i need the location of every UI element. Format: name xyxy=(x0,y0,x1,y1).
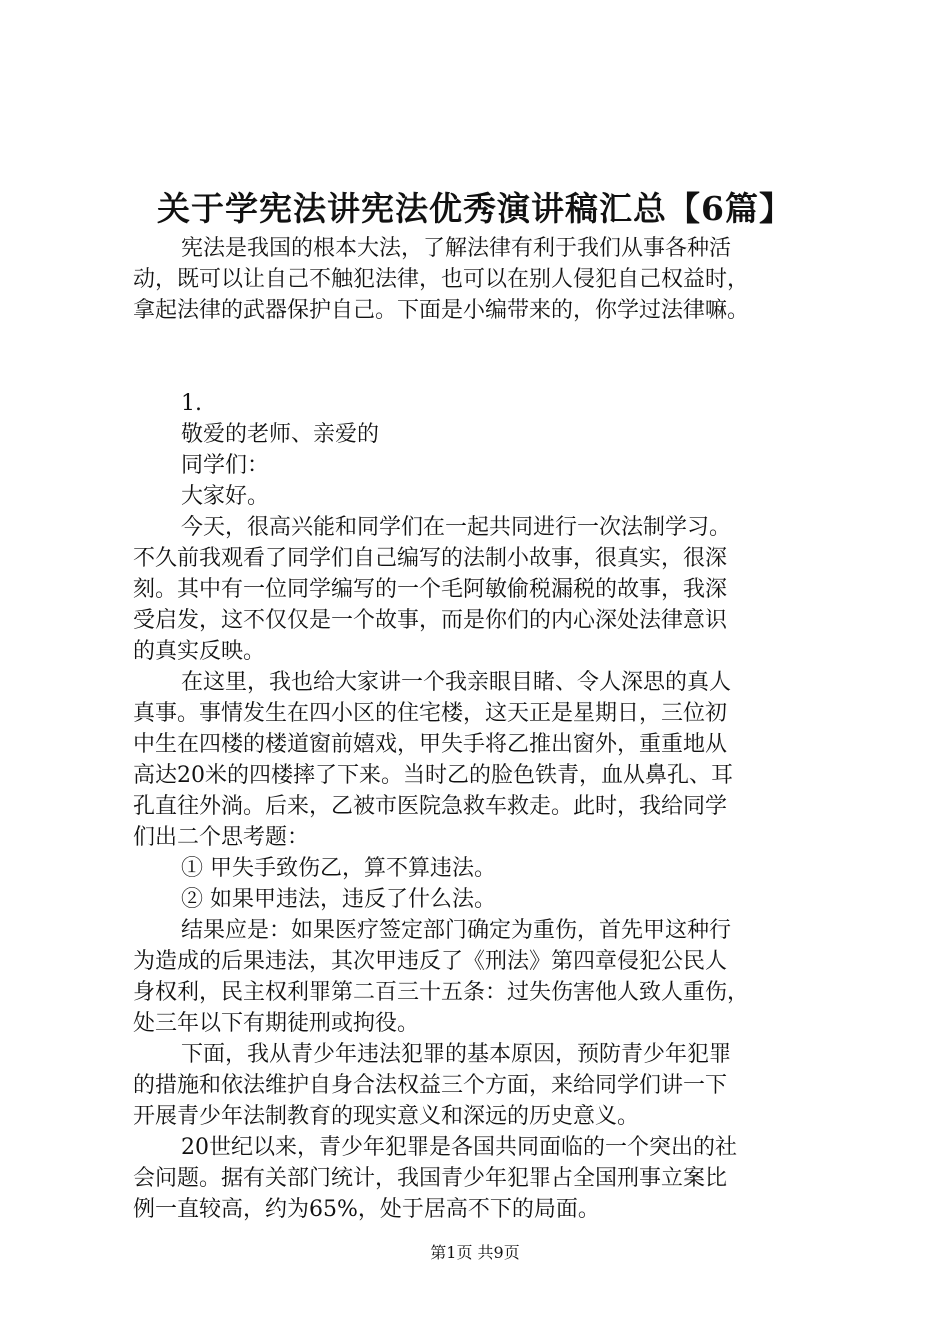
document-title: 关于学宪法讲宪法优秀演讲稿汇总【6篇】 xyxy=(157,189,793,228)
paragraph-line: 孔直往外淌。后来，乙被市医院急救车救走。此时，我给同学 xyxy=(133,794,728,819)
intro-line: 拿起法律的武器保护自己。下面是小编带来的，你学过法律嘛。 xyxy=(133,298,750,323)
question-item: ① 甲失手致伤乙，算不算违法。 xyxy=(181,856,496,881)
spacer xyxy=(133,326,833,388)
paragraph-line: 身权利，民主权利罪第二百三十五条：过失伤害他人致人重伤， xyxy=(133,980,750,1005)
paragraph-line: 开展青少年法制教育的现实意义和深远的历史意义。 xyxy=(133,1104,640,1129)
paragraph-line: 的真实反映。 xyxy=(133,639,266,664)
question-item: ② 如果甲违法，违反了什么法。 xyxy=(181,887,496,912)
greeting-line: 大家好。 xyxy=(181,484,270,509)
paragraph-line: 在这里，我也给大家讲一个我亲眼目睹、令人深思的真人 xyxy=(181,670,732,695)
intro-line: 动，既可以让自己不触犯法律，也可以在别人侵犯自己权益时， xyxy=(133,267,750,292)
paragraph-line: 刻。其中有一位同学编写的一个毛阿敏偷税漏税的故事，我深 xyxy=(133,577,728,602)
paragraph-line: 真事。事情发生在四小区的住宅楼，这天正是星期日，三位初 xyxy=(133,701,728,726)
paragraph-line: 中生在四楼的楼道窗前嬉戏，甲失手将乙推出窗外，重重地从 xyxy=(133,732,728,757)
section-number: 1. xyxy=(181,391,202,416)
document-body xyxy=(133,233,833,1225)
salutation-line: 同学们： xyxy=(181,453,270,478)
paragraph-line: 下面，我从青少年违法犯罪的基本原因，预防青少年犯罪 xyxy=(181,1042,732,1067)
paragraph-line: 们出二个思考题： xyxy=(133,825,310,850)
paragraph-line: 的措施和依法维护自身合法权益三个方面，来给同学们讲一下 xyxy=(133,1073,728,1098)
paragraph-line: 20世纪以来，青少年犯罪是各国共同面临的一个突出的社 xyxy=(181,1135,737,1160)
paragraph-line: 为造成的后果违法，其次甲违反了《刑法》第四章侵犯公民人 xyxy=(133,949,728,974)
paragraph-line: 结果应是：如果医疗签定部门确定为重伤，首先甲这种行 xyxy=(181,918,732,943)
paragraph-line: 例一直较高，约为65%，处于居高不下的局面。 xyxy=(133,1197,600,1222)
paragraph-line: 今天，很高兴能和同学们在一起共同进行一次法制学习。 xyxy=(181,515,732,540)
paragraph-line: 会问题。据有关部门统计，我国青少年犯罪占全国刑事立案比 xyxy=(133,1166,728,1191)
paragraph-line: 处三年以下有期徒刑或拘役。 xyxy=(133,1011,420,1036)
intro-line: 宪法是我国的根本大法，了解法律有利于我们从事各种活 xyxy=(181,236,732,261)
paragraph-line: 高达20米的四楼摔了下来。当时乙的脸色铁青，血从鼻孔、耳 xyxy=(133,763,733,788)
paragraph-line: 受启发，这不仅仅是一个故事，而是你们的内心深处法律意识 xyxy=(133,608,728,633)
salutation-line: 敬爱的老师、亲爱的 xyxy=(181,422,380,447)
paragraph-line: 不久前我观看了同学们自己编写的法制小故事，很真实，很深 xyxy=(133,546,728,571)
page-footer: 第1页 共9页 xyxy=(430,1243,520,1262)
